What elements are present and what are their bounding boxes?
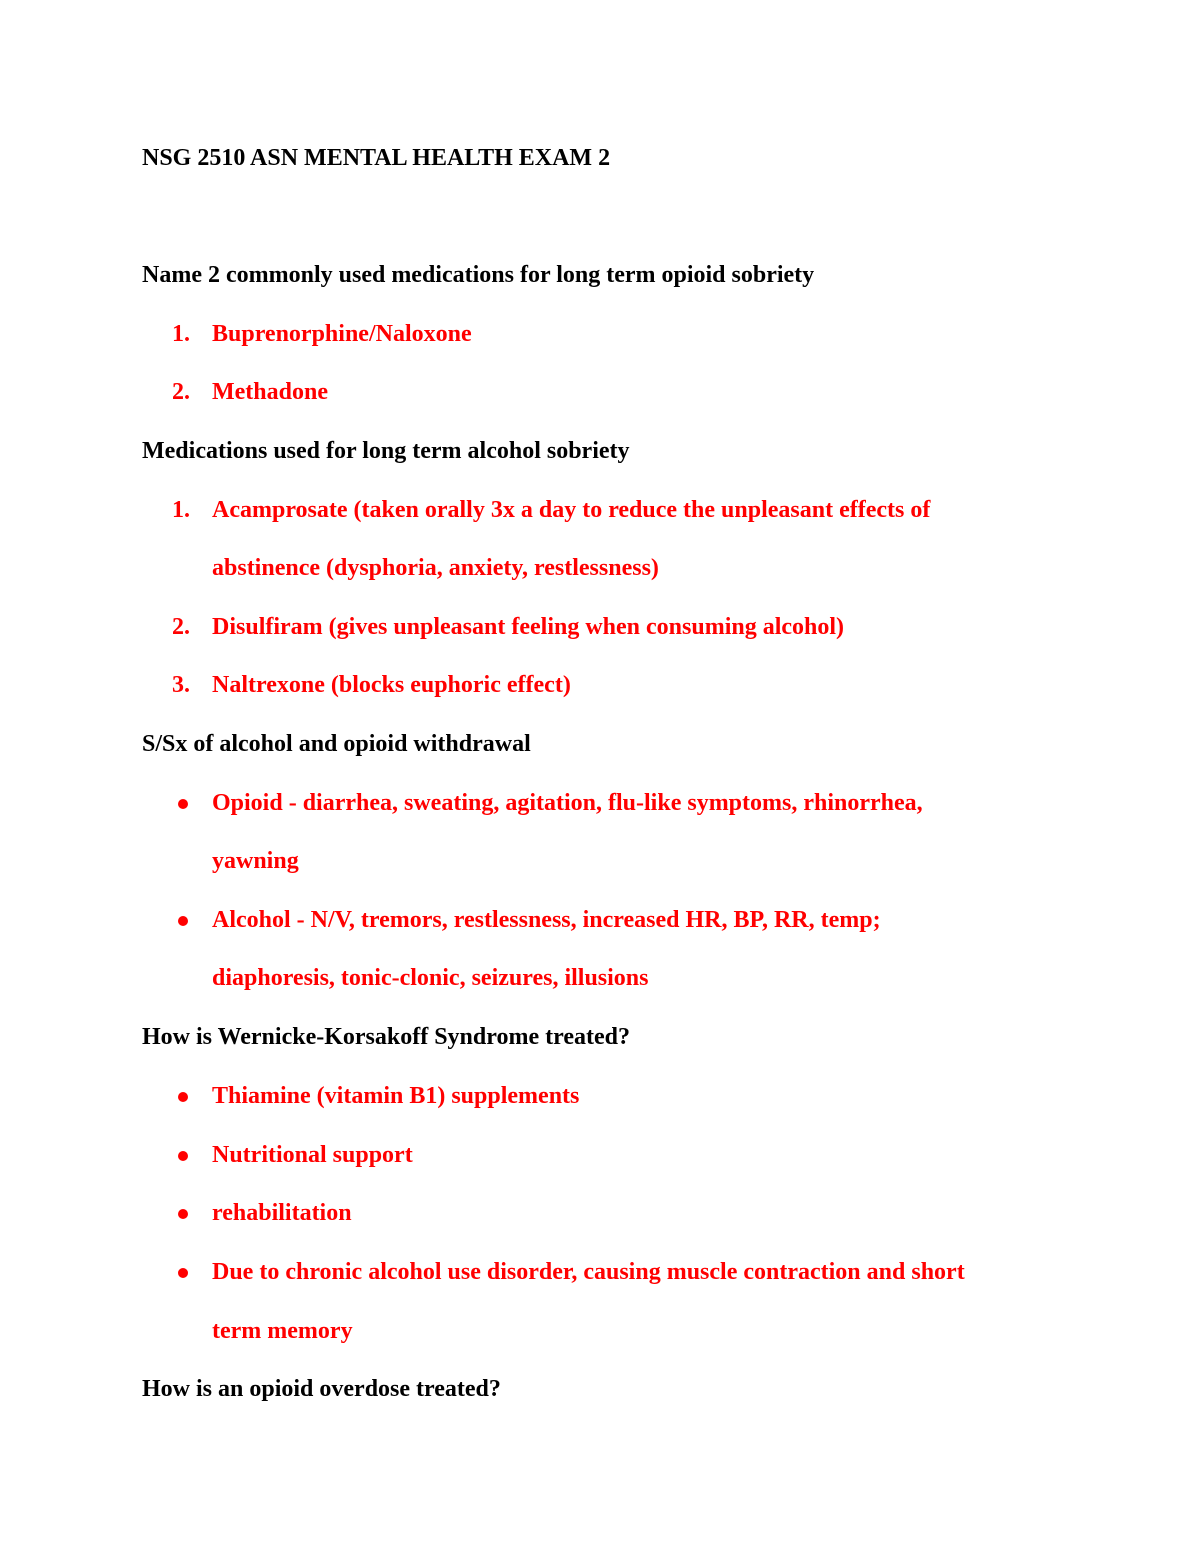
- answer-item: Due to chronic alcohol use disorder, causing muscle contraction and short: [212, 1259, 965, 1285]
- answer-item-continuation: yawning: [212, 848, 299, 874]
- document-title: NSG 2510 ASN MENTAL HEALTH EXAM 2: [142, 145, 611, 171]
- answer-item-continuation: term memory: [212, 1318, 353, 1344]
- answer-item-continuation: abstinence (dysphoria, anxiety, restlessness): [212, 555, 659, 581]
- bullet-icon: [178, 1209, 188, 1219]
- bullet-icon: [178, 1092, 188, 1102]
- answer-item: Opioid - diarrhea, sweating, agitation, flu-like symptoms, rhinorrhea,: [212, 790, 923, 816]
- list-number: 1.: [172, 321, 190, 347]
- answer-item: Disulfiram (gives unpleasant feeling when consuming alcohol): [212, 614, 845, 640]
- bullet-icon: [178, 1151, 188, 1161]
- question-heading: Medications used for long term alcohol sobriety: [142, 438, 630, 464]
- question-heading: How is an opioid overdose treated?: [142, 1376, 501, 1402]
- list-number: 1.: [172, 497, 190, 523]
- question-heading: How is Wernicke-Korsakoff Syndrome treated?: [142, 1024, 630, 1050]
- answer-item: Thiamine (vitamin B1) supplements: [212, 1083, 580, 1109]
- bullet-icon: [178, 916, 188, 926]
- answer-item: Buprenorphine/Naloxone: [212, 321, 472, 347]
- answer-item: Acamprosate (taken orally 3x a day to reduce the unpleasant effects of: [212, 497, 931, 523]
- answer-item: Methadone: [212, 379, 328, 405]
- answer-item: Naltrexone (blocks euphoric effect): [212, 672, 571, 698]
- list-number: 2.: [172, 379, 190, 405]
- answer-item: Nutritional support: [212, 1142, 413, 1168]
- question-heading: S/Sx of alcohol and opioid withdrawal: [142, 731, 531, 757]
- answer-item-continuation: diaphoresis, tonic-clonic, seizures, illusions: [212, 965, 649, 991]
- question-heading: Name 2 commonly used medications for long term opioid sobriety: [142, 262, 815, 288]
- answer-item: Alcohol - N/V, tremors, restlessness, increased HR, BP, RR, temp;: [212, 907, 881, 933]
- bullet-icon: [178, 799, 188, 809]
- list-number: 2.: [172, 614, 190, 640]
- answer-item: rehabilitation: [212, 1200, 352, 1226]
- list-number: 3.: [172, 672, 190, 698]
- bullet-icon: [178, 1268, 188, 1278]
